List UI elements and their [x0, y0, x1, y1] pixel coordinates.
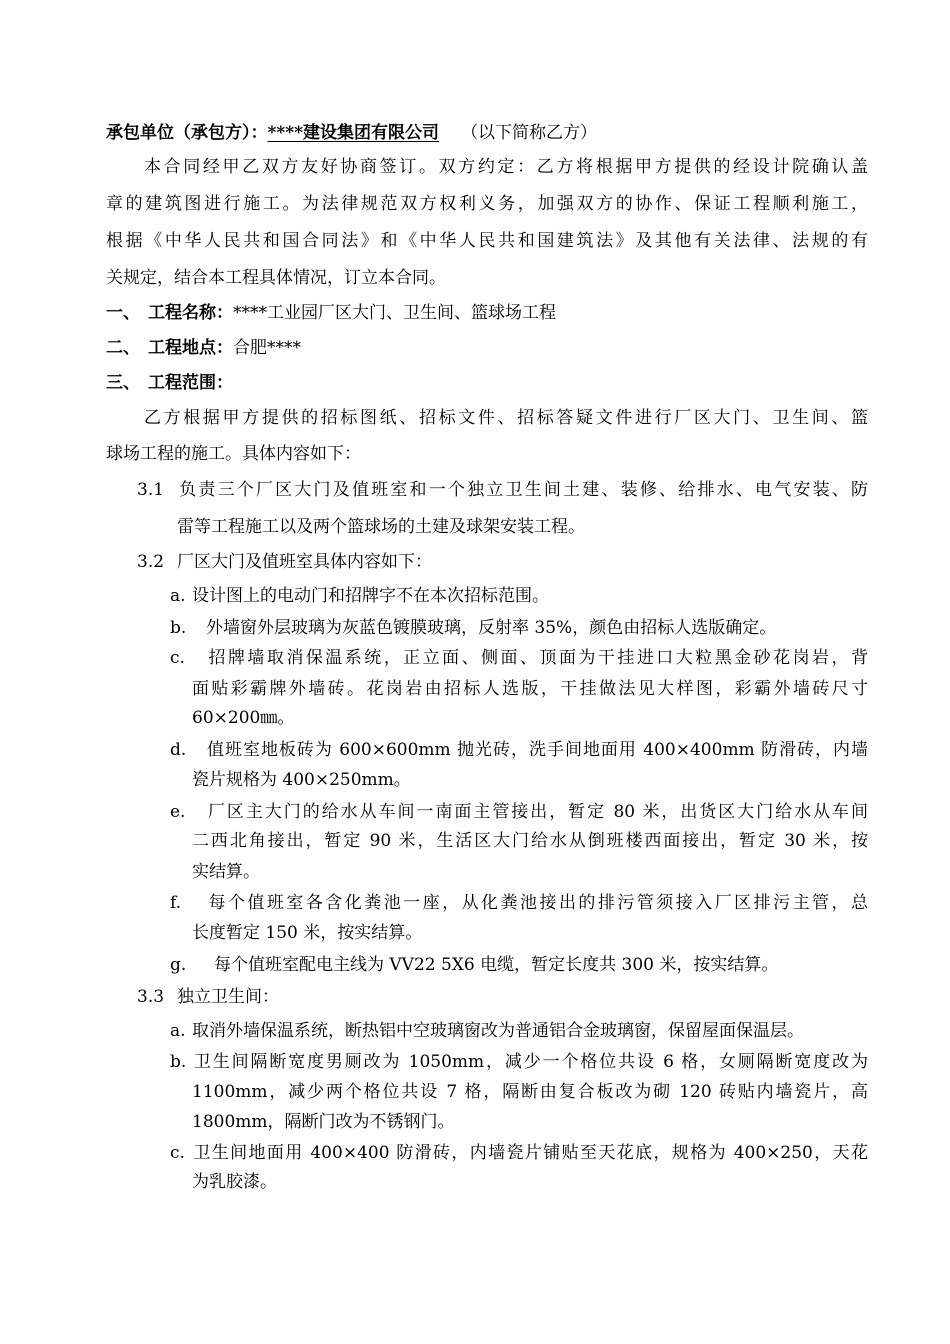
list-label: f.: [170, 893, 182, 913]
list-text: 招牌墙取消保温系统，正立面、侧面、顶面为干挂进口大粒黑金砂花岗岩，背: [206, 648, 868, 668]
section-number: 三、: [106, 373, 140, 393]
list-label: b.: [170, 618, 187, 638]
list-item-3-2-d: [170, 738, 868, 762]
section-value: ****工业园厂区大门、卫生间、篮球场工程: [233, 303, 556, 323]
list-label: b.: [170, 1052, 187, 1072]
list-item-3-2-g: [170, 953, 868, 977]
list-text: 值班室地板砖为 600×600mm 抛光砖，洗手间地面用 400×400mm 防滑砖，内墙: [206, 740, 868, 760]
list-item-3-3-b: [170, 1050, 868, 1074]
list-item-3-2-f-line-2: 长度暂定 150 米，按实结算。: [192, 923, 423, 943]
section-number: 一、: [106, 303, 140, 323]
list-text: 卫生间隔断宽度男厕改为 1050mm，减少一个格位共设 6 格，女厕隔断宽度改为: [192, 1052, 868, 1072]
section-project-name: [106, 301, 868, 325]
list-item-3-3-b-line-3: 1800mm，隔断门改为不锈钢门。: [192, 1112, 455, 1132]
list-item-3-3-c: [170, 1141, 868, 1165]
list-label: g.: [170, 955, 187, 975]
intro-line-3: 根据《中华人民共和国合同法》和《中华人民共和国建筑法》及其他有关法律、法规的有: [106, 231, 868, 251]
item-text: 负责三个厂区大门及值班室和一个独立卫生间土建、装修、给排水、电气安装、防: [177, 480, 868, 500]
item-text: 厂区大门及值班室具体内容如下：: [177, 552, 432, 572]
scope-intro-line-1: 乙方根据甲方提供的招标图纸、招标文件、招标答疑文件进行厂区大门、卫生间、篮: [144, 408, 868, 428]
list-text: 设计图上的电动门和招牌字不在本次招标范围。: [192, 586, 549, 606]
list-item-3-2-b: [170, 616, 868, 640]
item-text: 独立卫生间：: [177, 987, 279, 1007]
list-text: 取消外墙保温系统，断热铝中空玻璃窗改为普通铝合金玻璃窗，保留屋面保温层。: [192, 1021, 804, 1041]
list-label: c.: [170, 1143, 185, 1163]
item-number: 3.1: [137, 480, 165, 500]
list-label: c.: [170, 648, 185, 668]
list-item-3-2-c-line-3: 60×200㎜。: [192, 708, 295, 728]
list-item-3-3-c-line-2: 为乳胶漆。: [192, 1172, 277, 1192]
list-item-3-2-f: [170, 891, 868, 915]
contractor-line: [106, 121, 868, 145]
list-item-3-2-a: [170, 584, 868, 608]
list-text: 每个值班室配电主线为 VV22 5X6 电缆，暂定长度共 300 米，按实结算。: [214, 955, 779, 975]
list-item-3-2-d-line-2: 瓷片规格为 400×250mm。: [192, 770, 411, 790]
list-item-3-2-e: [170, 800, 868, 824]
list-text: 卫生间地面用 400×400 防滑砖，内墙瓷片铺贴至天花底，规格为 400×250，天花: [192, 1143, 868, 1163]
section-label: 工程范围：: [148, 373, 233, 393]
list-label: a.: [170, 1021, 186, 1041]
contractor-name: ****建设集团有限公司: [267, 123, 440, 143]
intro-line-1: 本合同经甲乙双方友好协商签订。双方约定：乙方将根据甲方提供的经设计院确认盖: [144, 157, 868, 177]
list-label: e.: [170, 802, 186, 822]
section-label: 工程名称：: [148, 303, 233, 323]
list-item-3-2-c-line-2: 面贴彩霸牌外墙砖。花岗岩由招标人选版，干挂做法见大样图，彩霸外墙砖尺寸: [192, 679, 868, 699]
list-item-3-3-b-line-2: 1100mm，减少两个格位共设 7 格，隔断由复合板改为砌 120 砖贴内墙瓷片，高: [192, 1082, 868, 1102]
list-item-3-3-a: [170, 1019, 868, 1043]
item-number: 3.2: [137, 552, 165, 572]
list-text: 外墙窗外层玻璃为灰蓝色镀膜玻璃，反射率 35%，颜色由招标人选版确定。: [206, 618, 777, 638]
list-item-3-2-e-line-3: 实结算。: [192, 862, 260, 882]
intro-line-2: 章的建筑图进行施工。为法律规范双方权利义务，加强双方的协作、保证工程顺利施工，: [106, 194, 868, 214]
item-3-1-line-1: [137, 478, 868, 502]
section-number: 二、: [106, 338, 140, 358]
item-number: 3.3: [137, 987, 165, 1007]
item-3-1-line-2: 雷等工程施工以及两个篮球场的土建及球架安装工程。: [177, 517, 585, 537]
list-item-3-2-e-line-2: 二西北角接出，暂定 90 米，生活区大门给水从倒班楼西面接出，暂定 30 米，按: [192, 831, 868, 851]
list-label: d.: [170, 740, 187, 760]
section-project-scope: [106, 371, 868, 395]
item-3-3-title: [137, 985, 868, 1009]
item-3-2-title: [137, 550, 868, 574]
contractor-label: 承包单位（承包方）：: [106, 123, 268, 143]
list-label: a.: [170, 586, 186, 606]
contractor-suffix: （以下简称乙方）: [461, 123, 598, 143]
section-label: 工程地点：: [148, 338, 233, 358]
section-project-location: [106, 336, 868, 360]
scope-intro-line-2: 球场工程的施工。具体内容如下：: [106, 444, 361, 464]
section-value: 合肥****: [233, 338, 301, 358]
intro-line-4: 关规定，结合本工程具体情况，订立本合同。: [106, 268, 446, 288]
list-text: 每个值班室各含化粪池一座，从化粪池接出的排污管须接入厂区排污主管，总: [206, 893, 868, 913]
list-text: 厂区主大门的给水从车间一南面主管接出，暂定 80 米，出货区大门给水从车间: [206, 802, 868, 822]
list-item-3-2-c: [170, 646, 868, 670]
